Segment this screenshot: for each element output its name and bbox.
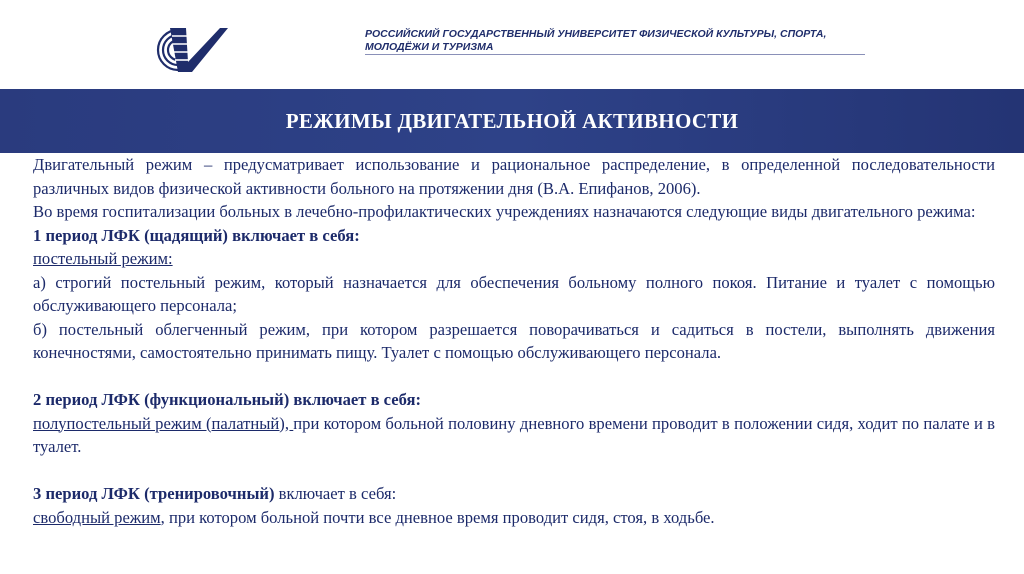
university-name-line2: МОЛОДЁЖИ И ТУРИЗМА <box>365 41 494 53</box>
period1-item-a: а) строгий постельный режим, который назначается для обеспечения больному полного покоя. Питание и туалет с помощью обслуживающего персонала; <box>33 272 995 315</box>
university-logo <box>148 22 230 78</box>
period2-description <box>33 412 995 459</box>
header-divider <box>365 54 865 55</box>
period1-item-b: б) постельный облегченный режим, при котором разрешается поворачиваться и садиться в постели, выполнять движения конечностями, самостоятельно принимать пищу. Туалет с помощью обслуживающего персонала. <box>33 319 995 362</box>
paragraph-definition: Двигательный режим – предусматривает использование и рациональное распределение, в определенной последовательности различных видов физической активности больного на протяжении дня (В.А. Епифанов, 2006). <box>33 155 995 198</box>
university-name-line1: РОССИЙСКИЙ ГОСУДАРСТВЕННЫЙ УНИВЕРСИТЕТ ФИЗИЧЕСКОЙ КУЛЬТУРЫ, СПОРТА, <box>365 28 827 40</box>
period3-mode: свободный режим <box>33 507 161 527</box>
body-text <box>33 153 995 529</box>
period2-text: при котором больной половину дневного времени проводит в положении сидя, ходит по палате и в туалет. <box>33 413 995 456</box>
spacer <box>33 365 995 389</box>
university-name <box>365 28 865 54</box>
period3-heading-bold: 3 период ЛФК (тренировочный) <box>33 484 275 503</box>
period2-mode: полупостельный режим (палатный), <box>33 413 294 433</box>
paragraph-intro: Во время госпитализации больных в лечебно-профилактических учреждениях назначаются следующие виды двигательного режима: <box>33 202 976 221</box>
period1-mode: постельный режим: <box>33 249 173 268</box>
page-title: РЕЖИМЫ ДВИГАТЕЛЬНОЙ АКТИВНОСТИ <box>285 108 739 133</box>
title-banner <box>0 89 1024 153</box>
period3-heading <box>33 482 995 506</box>
period3-heading-rest: включает в себя: <box>274 484 397 503</box>
period3-description <box>33 506 995 530</box>
period2-heading: 2 период ЛФК (функциональный) включает в себя: <box>33 390 421 409</box>
period1-heading: 1 период ЛФК (щадящий) включает в себя: <box>33 225 360 245</box>
period3-text: , при котором больной почти все дневное время проводит сидя, стоя, в ходьбе. <box>160 507 715 527</box>
spacer <box>33 459 995 483</box>
